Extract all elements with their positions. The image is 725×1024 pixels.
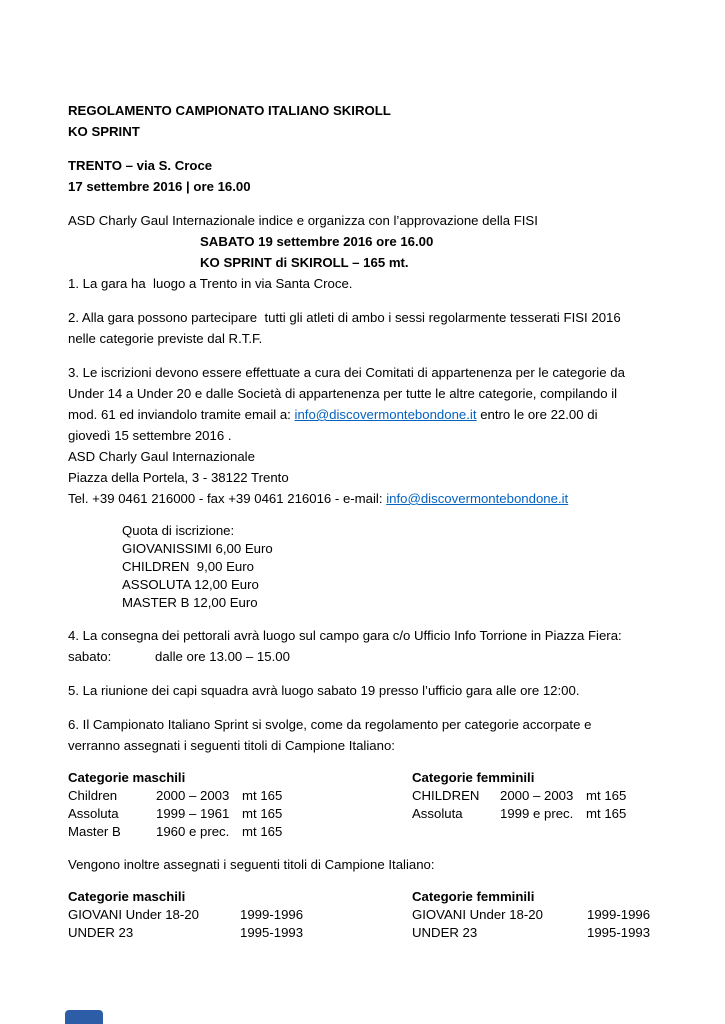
column-header-female: Categorie femminili bbox=[412, 889, 535, 904]
female-categories-column bbox=[412, 769, 626, 841]
category-name: Assoluta bbox=[412, 806, 463, 821]
category-distance: mt 165 bbox=[586, 806, 627, 821]
additional-titles-text bbox=[68, 854, 668, 875]
point-3-line-3 bbox=[68, 404, 668, 425]
titles-table-1 bbox=[68, 769, 668, 841]
point-3-line-4: giovedì 15 settembre 2016 . bbox=[68, 428, 232, 443]
category-years: 1995-1993 bbox=[240, 925, 304, 940]
point-4 bbox=[68, 625, 668, 667]
point-1: 1. La gara ha luogo a Trento in via Santa Croce. bbox=[68, 276, 353, 291]
category-name: Assoluta bbox=[68, 806, 119, 821]
event-name-line: KO SPRINT di SKIROLL – 165 mt. bbox=[200, 255, 409, 270]
title-line-1: REGOLAMENTO CAMPIONATO ITALIANO SKIROLL bbox=[68, 103, 391, 118]
column-header-male: Categorie maschili bbox=[68, 889, 186, 904]
category-row bbox=[412, 906, 650, 924]
fee-item: MASTER B 12,00 Euro bbox=[122, 595, 258, 610]
category-row bbox=[412, 805, 626, 823]
category-row bbox=[68, 906, 412, 924]
intro-block bbox=[68, 210, 668, 294]
category-row bbox=[68, 787, 412, 805]
contact-tel-line bbox=[68, 488, 668, 509]
category-name: GIOVANI Under 18-20 bbox=[412, 907, 543, 922]
fees-block bbox=[122, 522, 668, 612]
point-2 bbox=[68, 307, 668, 349]
category-distance: mt 165 bbox=[242, 824, 283, 839]
point-4-line-1: 4. La consegna dei pettorali avrà luogo sul campo gara c/o Ufficio Info Torrione in Piazza Fiera: bbox=[68, 628, 622, 643]
event-location-block bbox=[68, 155, 668, 197]
category-distance: mt 165 bbox=[242, 806, 283, 821]
category-row bbox=[412, 787, 626, 805]
male-categories-column bbox=[68, 769, 412, 841]
category-years: 1995-1993 bbox=[587, 925, 651, 940]
point-3-line-2: Under 14 a Under 20 e dalle Società di appartenenza per tutte le altre categorie, compilando il bbox=[68, 386, 618, 401]
fee-item: GIOVANISSIMI 6,00 Euro bbox=[122, 541, 273, 556]
event-date-line: SABATO 19 settembre 2016 ore 16.00 bbox=[200, 234, 434, 249]
point-3-line-1: 3. Le iscrizioni devono essere effettuate a cura dei Comitati di appartenenza per le categorie da bbox=[68, 365, 625, 380]
category-years: 2000 – 2003 bbox=[156, 788, 230, 803]
point-3 bbox=[68, 362, 668, 446]
column-header-male: Categorie maschili bbox=[68, 770, 186, 785]
category-years: 1999 – 1961 bbox=[156, 806, 230, 821]
point-6 bbox=[68, 714, 668, 756]
day-label: sabato: bbox=[68, 649, 112, 664]
text-fragment: entro le ore 22.00 di bbox=[476, 407, 598, 422]
category-row bbox=[412, 924, 650, 942]
point-2-line-2: nelle categorie previste dal R.T.F. bbox=[68, 331, 263, 346]
category-distance: mt 165 bbox=[586, 788, 627, 803]
category-distance: mt 165 bbox=[242, 788, 283, 803]
contact-name: ASD Charly Gaul Internazionale bbox=[68, 449, 255, 464]
contact-address: Piazza della Portela, 3 - 38122 Trento bbox=[68, 470, 289, 485]
email-link[interactable]: info@discovermontebondone.it bbox=[386, 491, 569, 506]
category-name: Children bbox=[68, 788, 118, 803]
datetime-line: 17 settembre 2016 | ore 16.00 bbox=[68, 179, 251, 194]
fee-item: ASSOLUTA 12,00 Euro bbox=[122, 577, 259, 592]
male-categories-column bbox=[68, 888, 412, 942]
category-years: 1960 e prec. bbox=[156, 824, 230, 839]
point-2-line-1: 2. Alla gara possono partecipare tutti gli atleti di ambo i sessi regolarmente tesserati FISI 2016 bbox=[68, 310, 621, 325]
fee-item: CHILDREN 9,00 Euro bbox=[122, 559, 254, 574]
contact-block bbox=[68, 446, 668, 509]
title-line-2: KO SPRINT bbox=[68, 124, 140, 139]
category-row bbox=[68, 823, 412, 841]
point-6-line-1: 6. Il Campionato Italiano Sprint si svolge, come da regolamento per categorie accorpate e bbox=[68, 717, 592, 732]
email-link[interactable]: info@discovermontebondone.it bbox=[294, 407, 477, 422]
text-fragment: mod. 61 ed inviandolo tramite email a: bbox=[68, 407, 295, 422]
titles-table-2 bbox=[68, 888, 668, 942]
venue-line: TRENTO – via S. Croce bbox=[68, 158, 213, 173]
category-name: GIOVANI Under 18-20 bbox=[68, 907, 199, 922]
category-name: CHILDREN bbox=[412, 788, 480, 803]
organizer-line: ASD Charly Gaul Internazionale indice e organizza con l’approvazione della FISI bbox=[68, 213, 538, 228]
document-title-block bbox=[68, 100, 668, 142]
point-5 bbox=[68, 680, 668, 701]
text-fragment: Tel. +39 0461 216000 - fax +39 0461 216016 - e-mail: bbox=[68, 491, 387, 506]
category-name: Master B bbox=[68, 824, 121, 839]
point-4-line-2 bbox=[68, 646, 668, 667]
time-value: dalle ore 13.00 – 15.00 bbox=[155, 649, 290, 664]
category-row bbox=[68, 924, 412, 942]
point-6-line-2: verranno assegnati i seguenti titoli di Campione Italiano: bbox=[68, 738, 395, 753]
column-header-female: Categorie femminili bbox=[412, 770, 535, 785]
category-years: 1999-1996 bbox=[587, 907, 651, 922]
category-name: UNDER 23 bbox=[68, 925, 134, 940]
point-5-line: 5. La riunione dei capi squadra avrà luogo sabato 19 presso l’ufficio gara alle ore 12:00. bbox=[68, 683, 580, 698]
page-bottom-logo-fragment bbox=[65, 1010, 103, 1024]
category-years: 1999-1996 bbox=[240, 907, 304, 922]
fees-title: Quota di iscrizione: bbox=[122, 523, 235, 538]
category-name: UNDER 23 bbox=[412, 925, 478, 940]
category-years: 1999 e prec. bbox=[500, 806, 574, 821]
category-years: 2000 – 2003 bbox=[500, 788, 574, 803]
female-categories-column bbox=[412, 888, 650, 942]
additional-titles-line: Vengono inoltre assegnati i seguenti titoli di Campione Italiano: bbox=[68, 857, 435, 872]
category-row bbox=[68, 805, 412, 823]
